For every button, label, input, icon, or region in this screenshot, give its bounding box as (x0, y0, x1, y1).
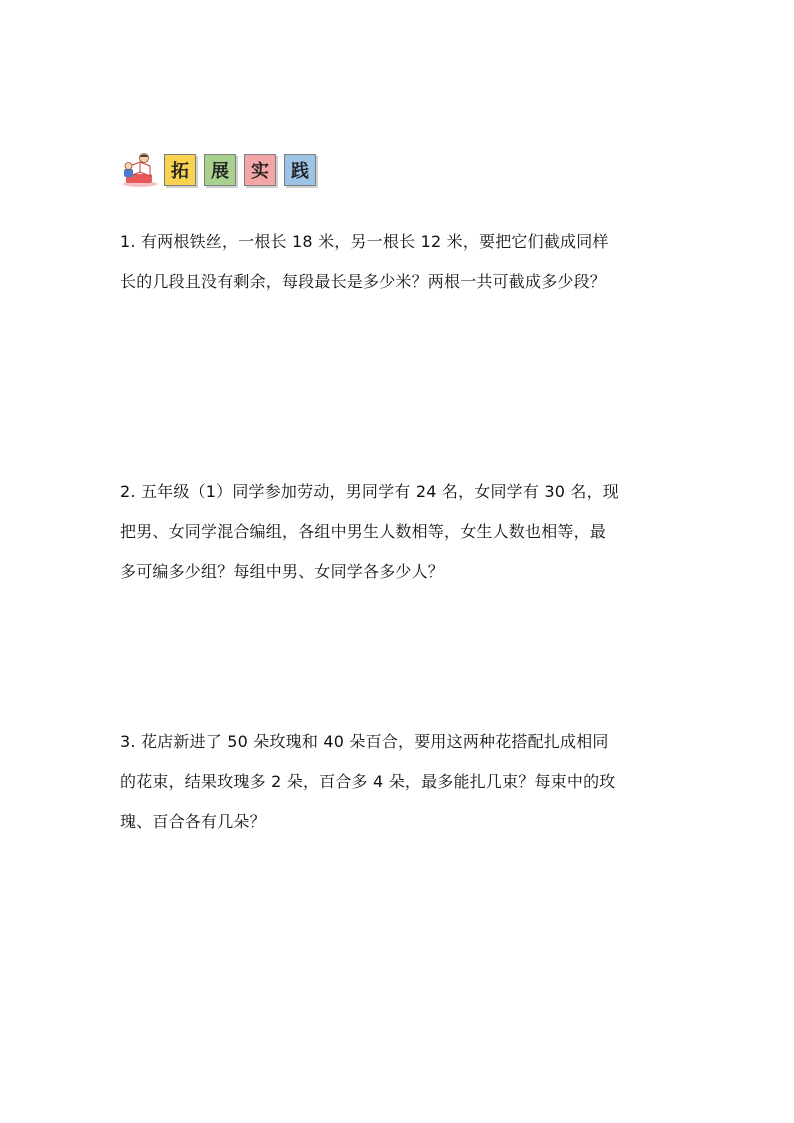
question-line: 1. 有两根铁丝，一根长 18 米，另一根长 12 米，要把它们截成同样 (120, 232, 609, 251)
question-line: 瑰、百合各有几朵？ (120, 812, 266, 831)
question-line: 的花束，结果玫瑰多 2 朵，百合多 4 朵，最多能扎几束？每束中的玫 (120, 772, 616, 791)
question-3 (120, 722, 680, 842)
title-tiles (164, 154, 316, 186)
question-line: 把男、女同学混合编组，各组中男生人数相等，女生人数也相等，最 (120, 522, 607, 541)
question-line: 3. 花店新进了 50 朵玫瑰和 40 朵百合，要用这两种花搭配扎成相同 (120, 732, 609, 751)
title-tile-4: 践 (284, 154, 316, 186)
reading-child-icon (120, 152, 160, 188)
section-header (120, 150, 316, 190)
question-line: 2. 五年级（1）同学参加劳动，男同学有 24 名，女同学有 30 名，现 (120, 482, 619, 501)
question-1 (120, 222, 680, 302)
title-tile-1: 拓 (164, 154, 196, 186)
question-line: 长的几段且没有剩余，每段最长是多少米？两根一共可截成多少段？ (120, 272, 607, 291)
question-2 (120, 472, 680, 592)
title-tile-3: 实 (244, 154, 276, 186)
title-tile-2: 展 (204, 154, 236, 186)
question-line: 多可编多少组？每组中男、女同学各多少人？ (120, 562, 445, 581)
